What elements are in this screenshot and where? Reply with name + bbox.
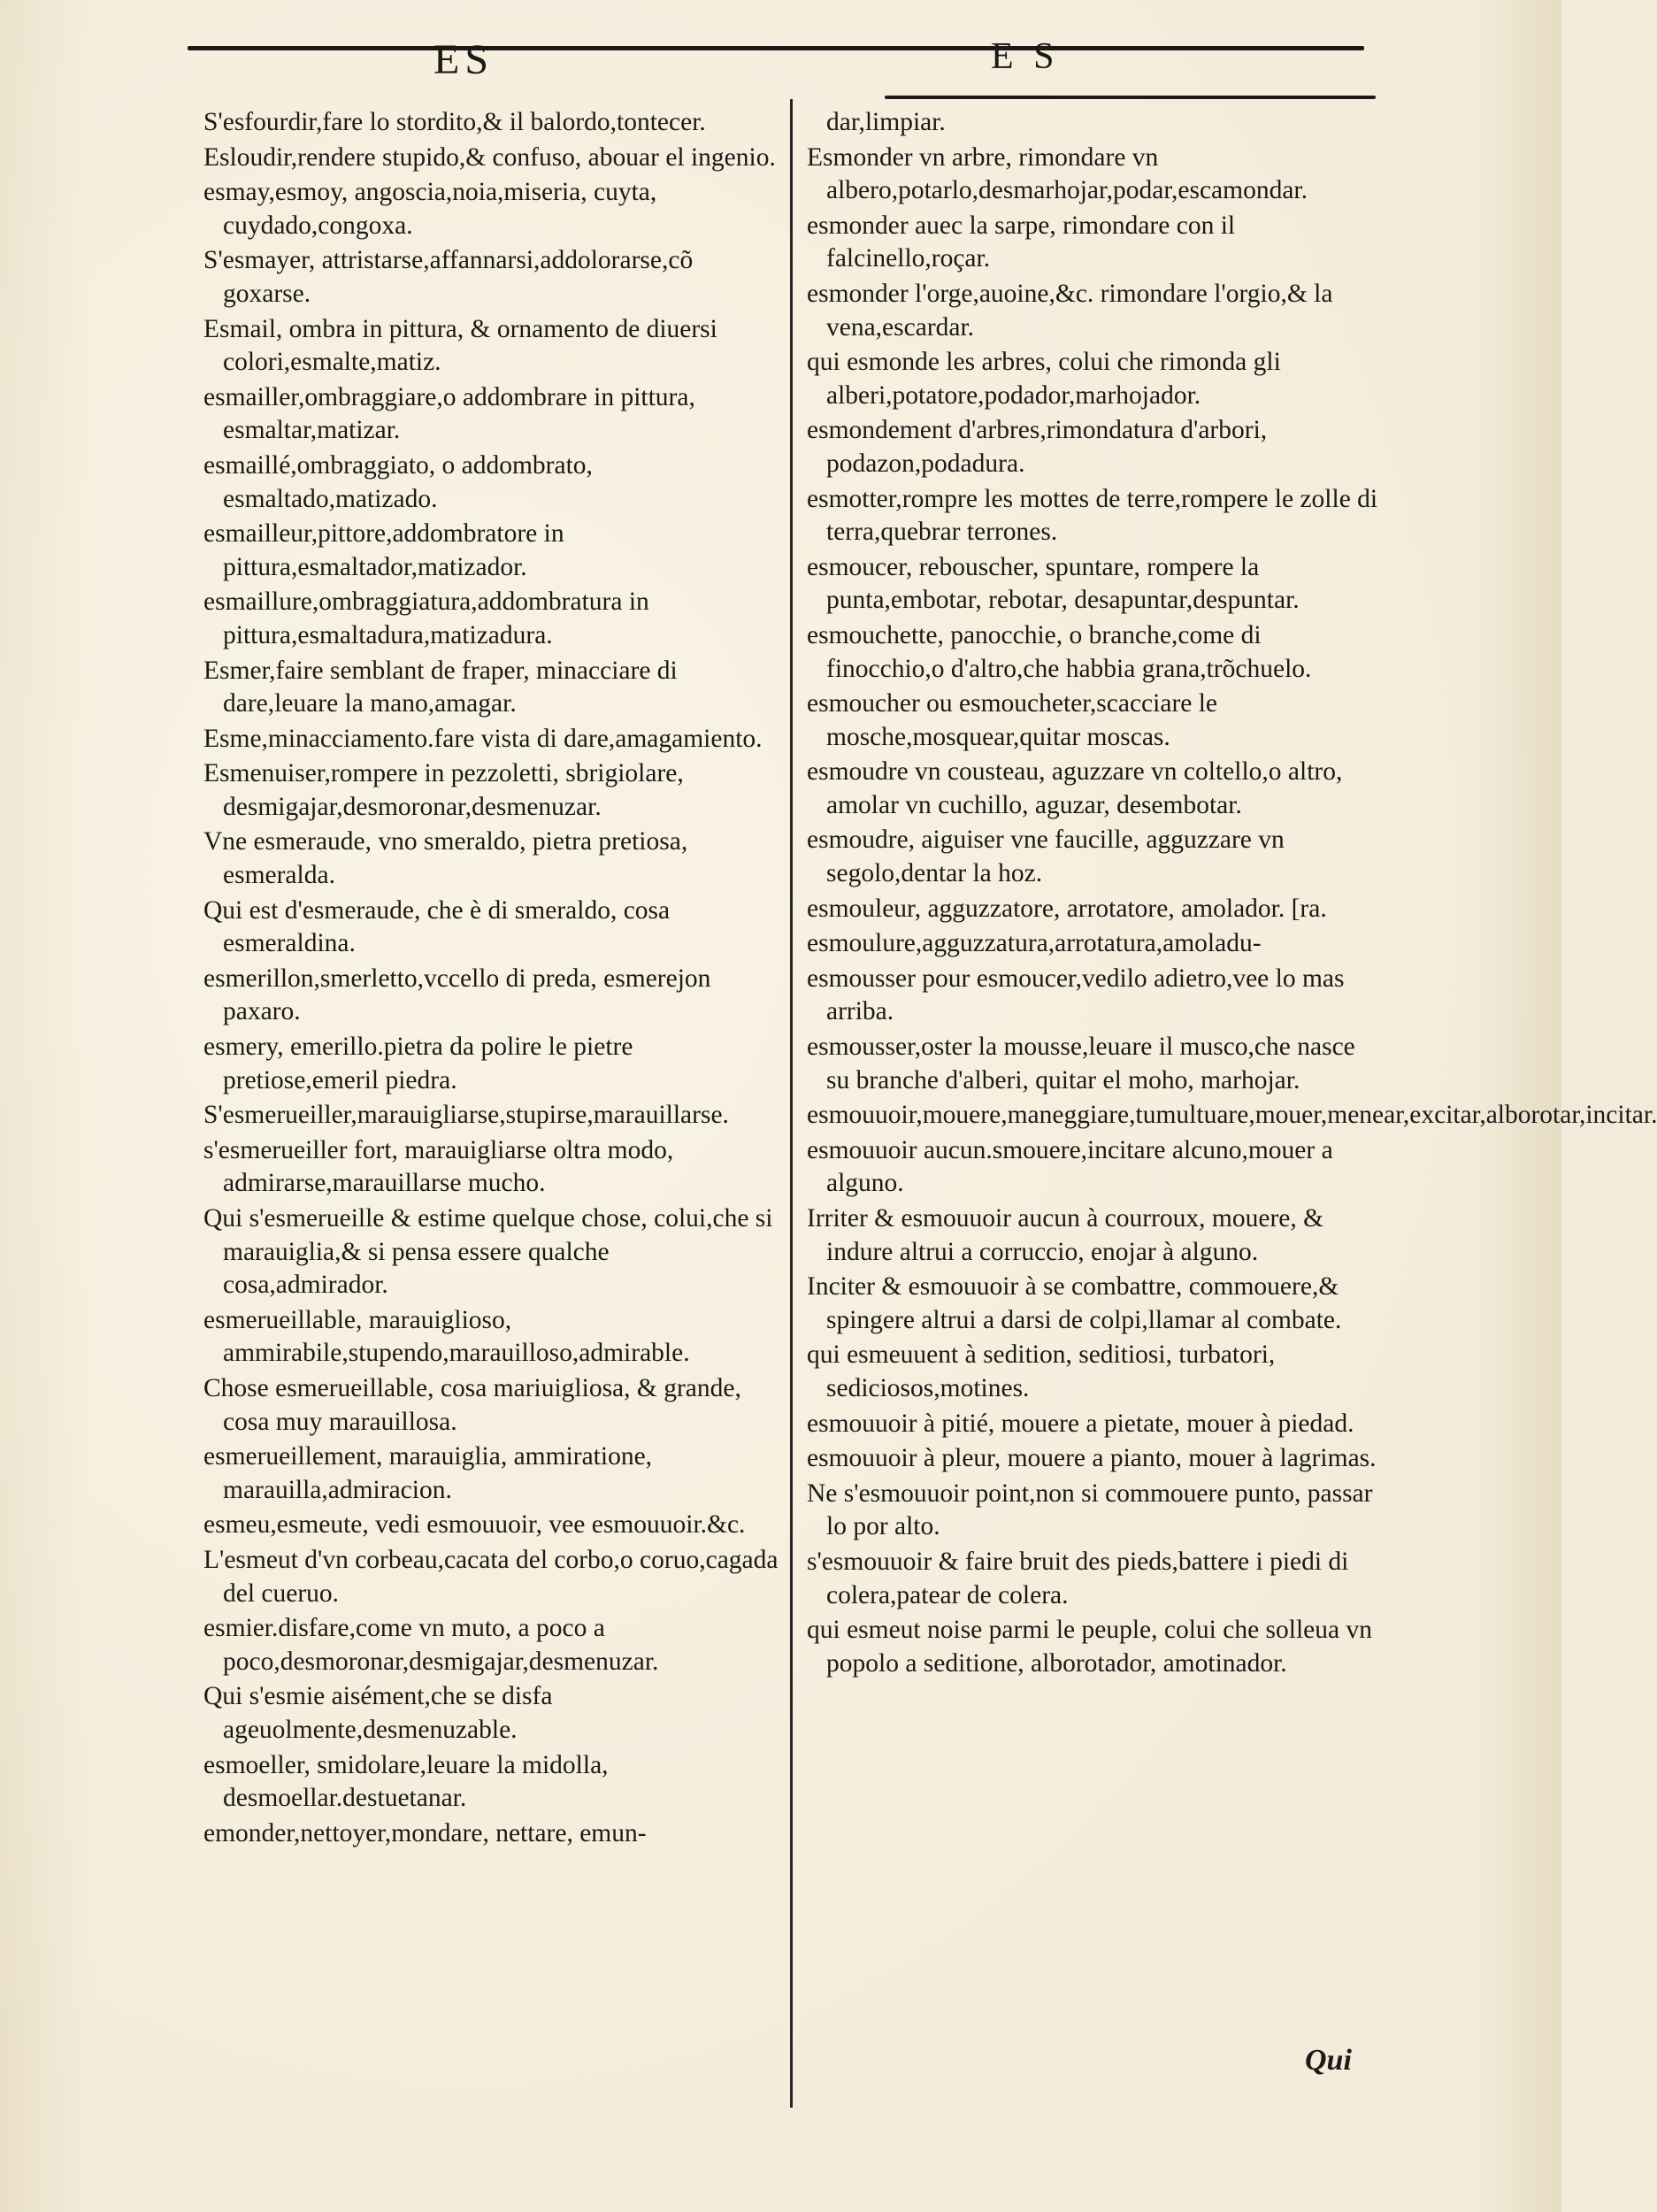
entry: S'esmerueiller,marauigliarse,stupirse,marauillarse.: [203, 1101, 729, 1130]
entry: esmoeller, smidolare,leuare la midolla, desmoellar.destuetanar.: [203, 1750, 609, 1813]
entry: esmoucer, rebouscher, spuntare, rompere la punta,embotar, rebotar, desapuntar,despuntar.: [807, 552, 1300, 615]
entry: Qui est d'esmeraude, che è di smeraldo, cosa esmeraldina.: [203, 895, 671, 958]
entry: Qui s'esmie aisément,che se disfa ageuolmente,desmenuzable.: [203, 1682, 553, 1744]
entry: esmailler,ombraggiare,o addombrare in pittura, esmaltar,matizar.: [203, 382, 695, 445]
left-column: [203, 106, 779, 1852]
entry: esmousser,oster la mousse,leuare il musco,che nasce su branche d'alberi, quitar el moho, marhojar.: [807, 1033, 1355, 1094]
running-head-right: E S: [991, 36, 1060, 77]
entry: s'esmouuoir & faire bruit des pieds,battere i piedi di colera,patear de colera.: [807, 1547, 1349, 1609]
entry: Esmenuiser,rompere in pezzoletti, sbrigiolare, desmigajar,desmoronar,desmenuzar.: [203, 759, 684, 821]
entry: esmouuoir aucun.smouere,incitare alcuno,mouer a alguno.: [807, 1135, 1333, 1198]
entry: Esloudir,rendere stupido,& confuso, abouar el ingenio.: [203, 142, 776, 172]
entry: emonder,nettoyer,mondare, nettare, emun-: [203, 1818, 647, 1847]
entry: qui esmeuuent à sedition, seditiosi, turbatori, sediciosos,motines.: [807, 1340, 1276, 1402]
entry: Esmail, ombra in pittura, & ornamento de diuersi colori,esmalte,matiz.: [203, 314, 717, 377]
column-divider: [790, 99, 793, 2108]
entry: Esme,minacciamento.fare vista di dare,amagamiento.: [203, 724, 763, 753]
running-head-left: ES: [433, 36, 495, 83]
entry: esmaillé,ombraggiato, o addombrato, esmaltado,matizado.: [203, 450, 593, 513]
entry: S'esmayer, attristarse,affannarsi,addolorarse,cõ goxarse.: [203, 246, 694, 308]
entry: esmouuoir à pleur, mouere a pianto, mouer à lagrimas.: [807, 1444, 1377, 1473]
entry: esmondement d'arbres,rimondatura d'arbori, podazon,podadura.: [807, 416, 1268, 478]
top-rule: [188, 46, 1364, 50]
entry: esmerueillement, marauiglia, ammiratione, marauilla,admiracion.: [203, 1442, 653, 1504]
entry: dar,limpiar.: [826, 108, 946, 136]
entry: Inciter & esmouuoir à se combattre, commouere,& spingere altrui a darsi de colpi,llamar al combate.: [807, 1272, 1342, 1334]
entry: esmeu,esmeute, vedi esmouuoir, vee esmouuoir.&c.: [203, 1510, 746, 1540]
entry: esmoulure,agguzzatura,arrotatura,amoladu-: [807, 929, 1262, 958]
right-rule: [885, 96, 1376, 99]
entry: Esmonder vn arbre, rimondare vn albero,potarlo,desmarhojar,podar,escamondar.: [807, 142, 1308, 205]
entry: Irriter & esmouuoir aucun à courroux, mouere, & indure altrui a corruccio, enojar à alguno.: [807, 1204, 1324, 1266]
entry: s'esmerueiller fort, marauigliarse oltra modo, admirarse,marauillarse mucho.: [203, 1135, 674, 1198]
entry: Esmer,faire semblant de fraper, minacciare di dare,leuare la mano,amagar.: [203, 656, 678, 718]
entry: Chose esmerueillable, cosa mariuigliosa, & grande, cosa muy marauillosa.: [203, 1373, 741, 1436]
catchword: Qui: [1305, 2044, 1352, 2077]
entry: esmoudre, aiguiser vne faucille, agguzzare vn segolo,dentar la hoz.: [807, 826, 1285, 888]
entry: esmerillon,smerletto,vccello di preda, esmerejon paxaro.: [203, 964, 711, 1026]
entry: esmay,esmoy, angoscia,noia,miseria, cuyta, cuydado,congoxa.: [203, 178, 657, 240]
entry: esmoudre vn cousteau, aguzzare vn coltello,o altro, amolar vn cuchillo, aguzar, desembotar.: [807, 757, 1343, 819]
entry: esmotter,rompre les mottes de terre,rompere le zolle di terra,quebrar terrones.: [807, 484, 1378, 547]
entry: esmouleur, agguzzatore, arrotatore, amolador. [ra.: [807, 894, 1327, 923]
entry: esmaillure,ombraggiatura,addombratura in pittura,esmaltadura,matizadura.: [203, 588, 649, 649]
entry: S'esfourdir,fare lo stordito,& il balordo,tontecer.: [203, 108, 706, 136]
entry: qui esmonde les arbres, colui che rimonda gli alberi,potatore,podador,marhojador.: [807, 348, 1281, 410]
entry: Qui s'esmerueille & estime quelque chose, colui,che si marauiglia,& si pensa essere qualche cosa,admirador.: [203, 1204, 773, 1300]
entry: esmouuoir à pitié, mouere a pietate, mouer à piedad.: [807, 1409, 1354, 1438]
entry: esmerueillable, marauiglioso, ammirabile,stupendo,marauilloso,admirable.: [203, 1305, 690, 1368]
entry: esmonder l'orge,auoine,&c. rimondare l'orgio,& la vena,escardar.: [807, 279, 1333, 342]
entry: esmousser pour esmoucer,vedilo adietro,vee lo mas arriba.: [807, 964, 1345, 1026]
entry: esmier.disfare,come vn muto, a poco a poco,desmoronar,desmigajar,desmenuzar.: [203, 1614, 659, 1676]
entry: esmoucher ou esmoucheter,scacciare le mosche,mosquear,quitar moscas.: [807, 689, 1218, 751]
right-column: [807, 106, 1657, 1682]
entry: qui esmeut noise parmi le peuple, colui che solleua vn popolo a seditione, alborotador, amotinador.: [807, 1616, 1372, 1678]
entry: esmonder auec la sarpe, rimondare con il falcinello,roçar.: [807, 211, 1236, 273]
entry: L'esmeut d'vn corbeau,cacata del corbo,o coruo,cagada del cueruo.: [203, 1545, 779, 1608]
entry: esmouuoir,mouere,maneggiare,tumultuare,mouer,menear,excitar,alborotar,incitar.: [807, 1101, 1657, 1130]
entry: Ne s'esmouuoir point,non si commouere punto, passar lo por alto.: [807, 1479, 1373, 1541]
entry: esmouchette, panocchie, o branche,come di finocchio,o d'altro,che habbia grana,trõchuelo.: [807, 620, 1312, 683]
entry: esmery, emerillo.pietra da polire le pietre pretiose,emeril piedra.: [203, 1033, 633, 1094]
entry: esmailleur,pittore,addombratore in pittura,esmaltador,matizador.: [203, 519, 564, 581]
entry: Vne esmeraude, vno smeraldo, pietra pretiosa, esmeralda.: [203, 827, 688, 890]
